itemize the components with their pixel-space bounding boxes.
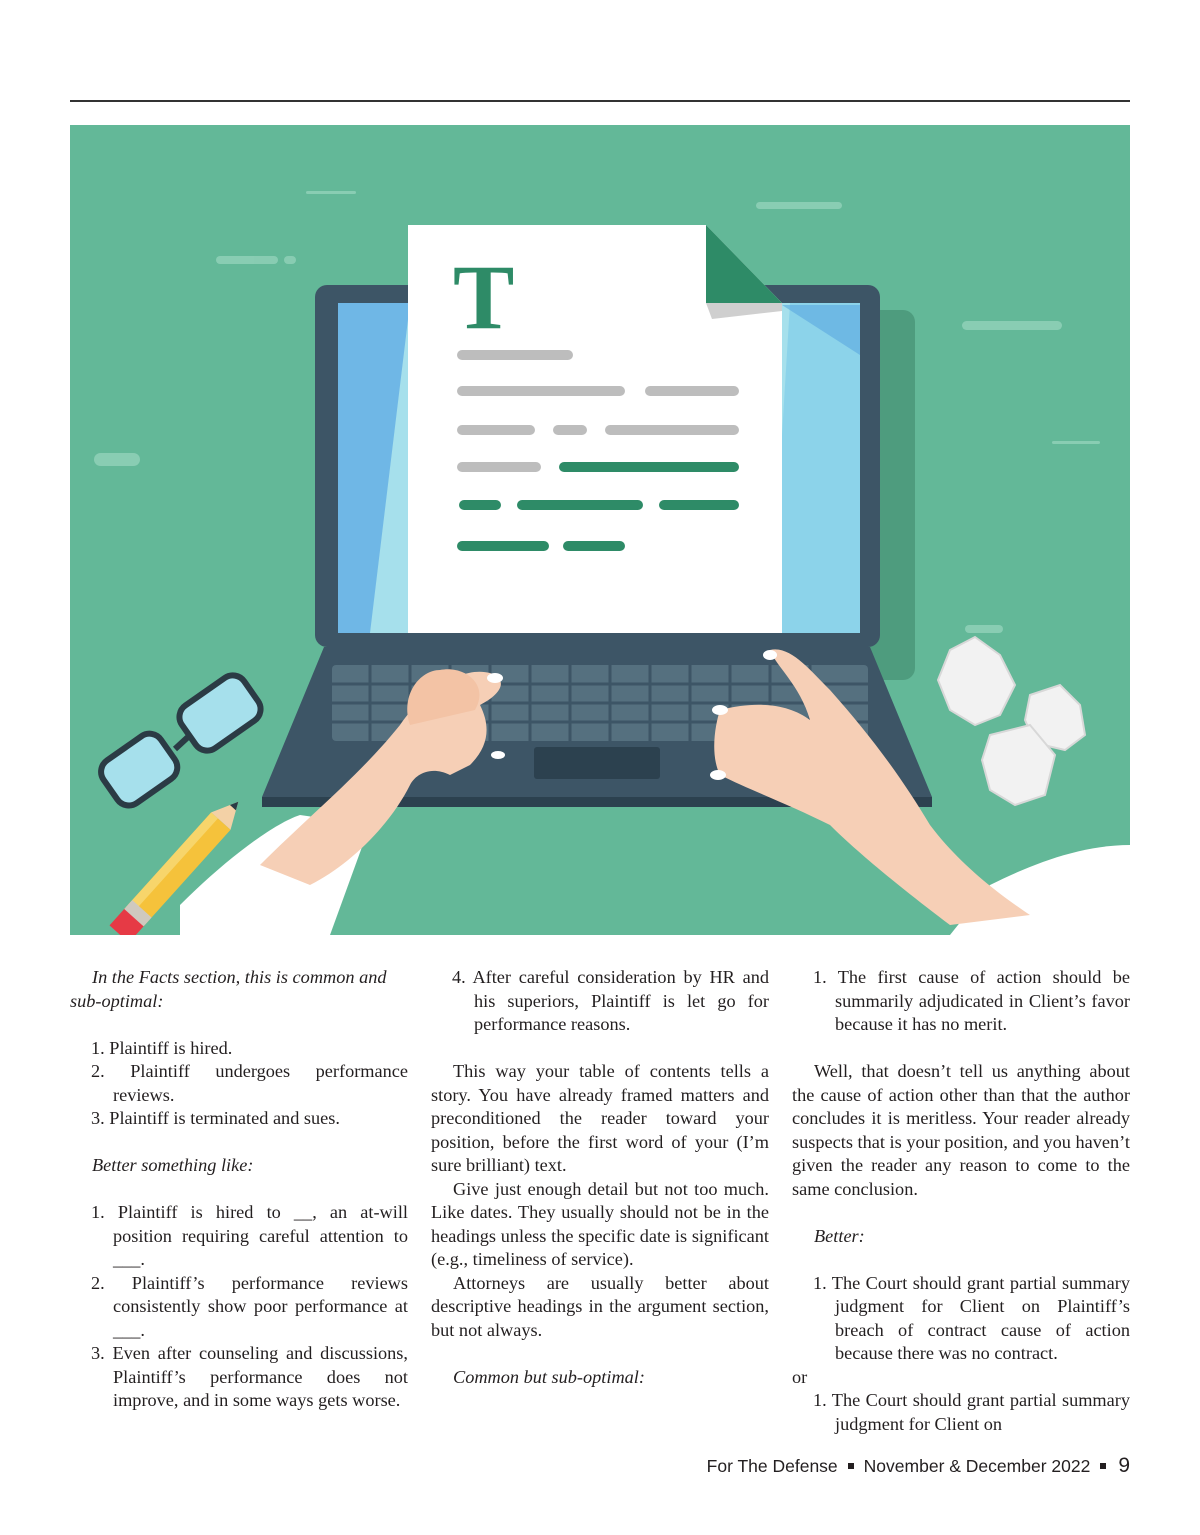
facts-intro: In the Facts section, this is common and sub-optimal: [70, 967, 387, 1011]
column-3 [792, 966, 1130, 1436]
list-item: 1. The Court should grant partial summary judgment for Client on Plaintiff’s breach of contract cause of action because there was no contract. [813, 1272, 1130, 1363]
better-heading: Better something like: [92, 1155, 254, 1175]
heading-example-better [792, 1272, 1130, 1366]
list-item: 1. Plaintiff is hired. [91, 1037, 233, 1058]
heading-example-suboptimal [792, 966, 1130, 1037]
facts-list-better [70, 1201, 408, 1413]
list-item: 3. Even after counseling and discussions, Plaintiff’s performance does not improve, and in some ways gets worse. [91, 1343, 408, 1410]
list-item: 2. Plaintiff’s performance reviews consistently show poor performance at ___. [91, 1272, 408, 1340]
paragraph: Attorneys are usually better about descriptive headings in the argument section, but not always. [431, 1272, 769, 1340]
paragraph: Give just enough detail but not too much. Like dates. They usually should not be in the headings unless the specific date is significant (e.g., timeliness of service). [431, 1178, 769, 1269]
header-rule [70, 100, 1130, 102]
list-item: 4. After careful consideration by HR and his superiors, Plaintiff is let go for performance reasons. [452, 967, 769, 1034]
column-2 [431, 966, 769, 1389]
page-footer [707, 1454, 1130, 1478]
paragraph: Well, that doesn’t tell us anything about the cause of action other than that the author concludes it is meritless. Your reader already suspects that is your position, and you haven’t given the reader any reason to come to the same conclusion. [792, 1061, 1130, 1199]
separator-square-icon [848, 1463, 854, 1469]
list-item: 3. Plaintiff is terminated and sues. [91, 1108, 340, 1128]
list-item: 1. The first cause of action should be summarily adjudicated in Client’s favor because it has no merit. [813, 967, 1130, 1034]
document-letter: T [453, 246, 515, 348]
facts-list-suboptimal [70, 1037, 408, 1131]
issue-date: November & December 2022 [863, 1455, 1091, 1476]
paragraph: This way your table of contents tells a story. You have already framed matters and preconditioned the reader toward your position, before the first word of your (I’m sure brilliant) text. [431, 1061, 769, 1175]
list-item: 1. Plaintiff is hired to __, an at-will position requiring careful attention to ___. [91, 1202, 408, 1269]
publication-name: For The Defense [706, 1455, 838, 1476]
common-heading: Common but sub-optimal: [453, 1366, 645, 1387]
page-number: 9 [1118, 1454, 1130, 1477]
laptop-illustration [70, 125, 1130, 935]
heading-example-alternative [792, 1389, 1130, 1436]
better-heading: Better: [814, 1225, 865, 1246]
separator-square-icon [1100, 1463, 1106, 1469]
facts-list-continued [431, 966, 769, 1037]
column-1 [70, 966, 408, 1413]
or-separator: or [792, 1366, 808, 1387]
list-item: 2. Plaintiff undergoes performance reviews. [91, 1061, 408, 1105]
list-item: 1. The Court should grant partial summary judgment for Client on [813, 1390, 1130, 1434]
